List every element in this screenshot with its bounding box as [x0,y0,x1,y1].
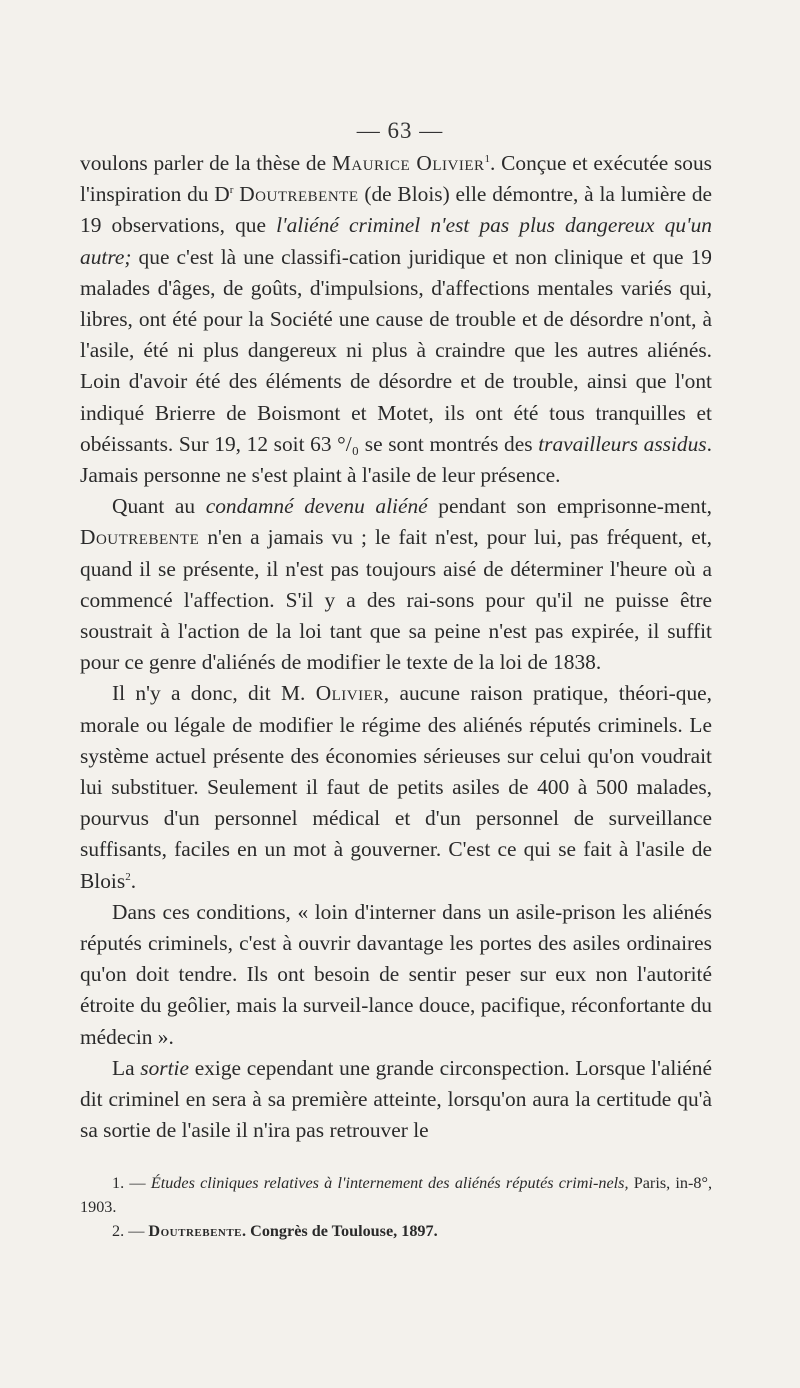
author-name: Maurice Olivier [331,151,485,175]
emphasis: condamné devenu aliéné [205,494,428,519]
footnote-2: 2. — Doutrebente. Congrès de Toulouse, 1897. [112,1222,438,1240]
emphasis: travailleurs assidus [538,431,707,456]
footnotes [80,1171,712,1243]
footnote-ref-1: 1 [484,152,491,165]
doctor-name: Doutrebente [239,182,359,207]
author-name: Olivier [315,681,384,706]
doctor-name: Doutrebente [80,525,200,550]
paragraph-1: voulons parler de la thèse de Maurice Olivier$^1$. Conçue et exécutée sous l'inspiration du $D^r$ Doutrebente (de Blois) elle démontre, à la lumière de 19 observations, que l'aliéné criminel n'est pas plus dangereux qu'un autre; que c'est là une classifi-cation juridique et non clinique et que 19 malades d'âges, de goûts, d'impulsions, d'affections mentales variés qui, libres, ont été pour la Société une cause de trouble et de désordre n'ont, à l'asile, été ni plus dangereux ni plus à craindre que les autres aliénés. Loin d'avoir été des éléments de désordre et de trouble, ainsi que l'ont indiqué Brierre de Boismont et Motet, ils ont été tous tranquilles et obéissants. Sur 19, 12 soit 63 °/₀ se sont montrés des travailleurs assidus. Jamais personne ne s'est plaint à l'asile de leur présence. [80,151,713,488]
emphasis: l'aliéné criminel n'est pas plus dangereux qu'un autre; [80,213,712,269]
emphasis: sortie [140,1055,189,1080]
page-number: — 63 — [356,118,444,143]
paragraph-2: Quant au condamné devenu aliéné pendant son emprisonne-ment, Doutrebente n'en a jamais vu ; le fait n'est, pour lui, pas fréquent, et, quand il se présente, il n'est pas toujours aisé de déterminer l'heure où a commencé l'affection. S'il y a des rai-sons pour qu'il ne puisse être soustrait à l'action de la loi tant que sa peine n'est pas expirée, il suffit pour ce genre d'aliénés de modifier le texte de la loi de 1838. [80,494,712,675]
body-text [80,148,712,1147]
paragraph-3: Il n'y a donc, dit M. Olivier, aucune raison pratique, théori-que, morale ou légale de modifier le régime des aliénés réputés criminels. Le système actuel présente des économies sérieuses sur celui qu'on voudrait lui substituer. Seulement il faut de petits asiles de 400 à 500 malades, pourvus d'un personnel médical et d'un personnel de surveillance suffisants, faciles en un mot à gouverner. C'est ce qui se fait à l'asile de Blois$^2$. [80,681,712,893]
paragraph-4: Dans ces conditions, « loin d'interner dans un asile-prison les aliénés réputés criminels, c'est à ouvrir davantage les portes des asiles ordinaires qu'on doit tendre. Ils ont besoin de sentir peser sur eux non l'autorité étroite du geôlier, mais la surveil-lance douce, pacifique, réconfortante du médecin ». [80,899,712,1049]
footnote-1: 1. — Études cliniques relatives à l'internement des aliénés réputés crimi-nels, Paris, in-8°, 1903. [80,1174,712,1216]
footnote-ref-2: 2 [125,870,131,883]
paragraph-5: La sortie exige cependant une grande circonspection. Lorsque l'aliéné dit criminel en sera à sa première atteinte, lorsqu'on aura la certitude qu'à sa sortie de l'asile il n'ira pas retrouver le [80,1055,712,1143]
